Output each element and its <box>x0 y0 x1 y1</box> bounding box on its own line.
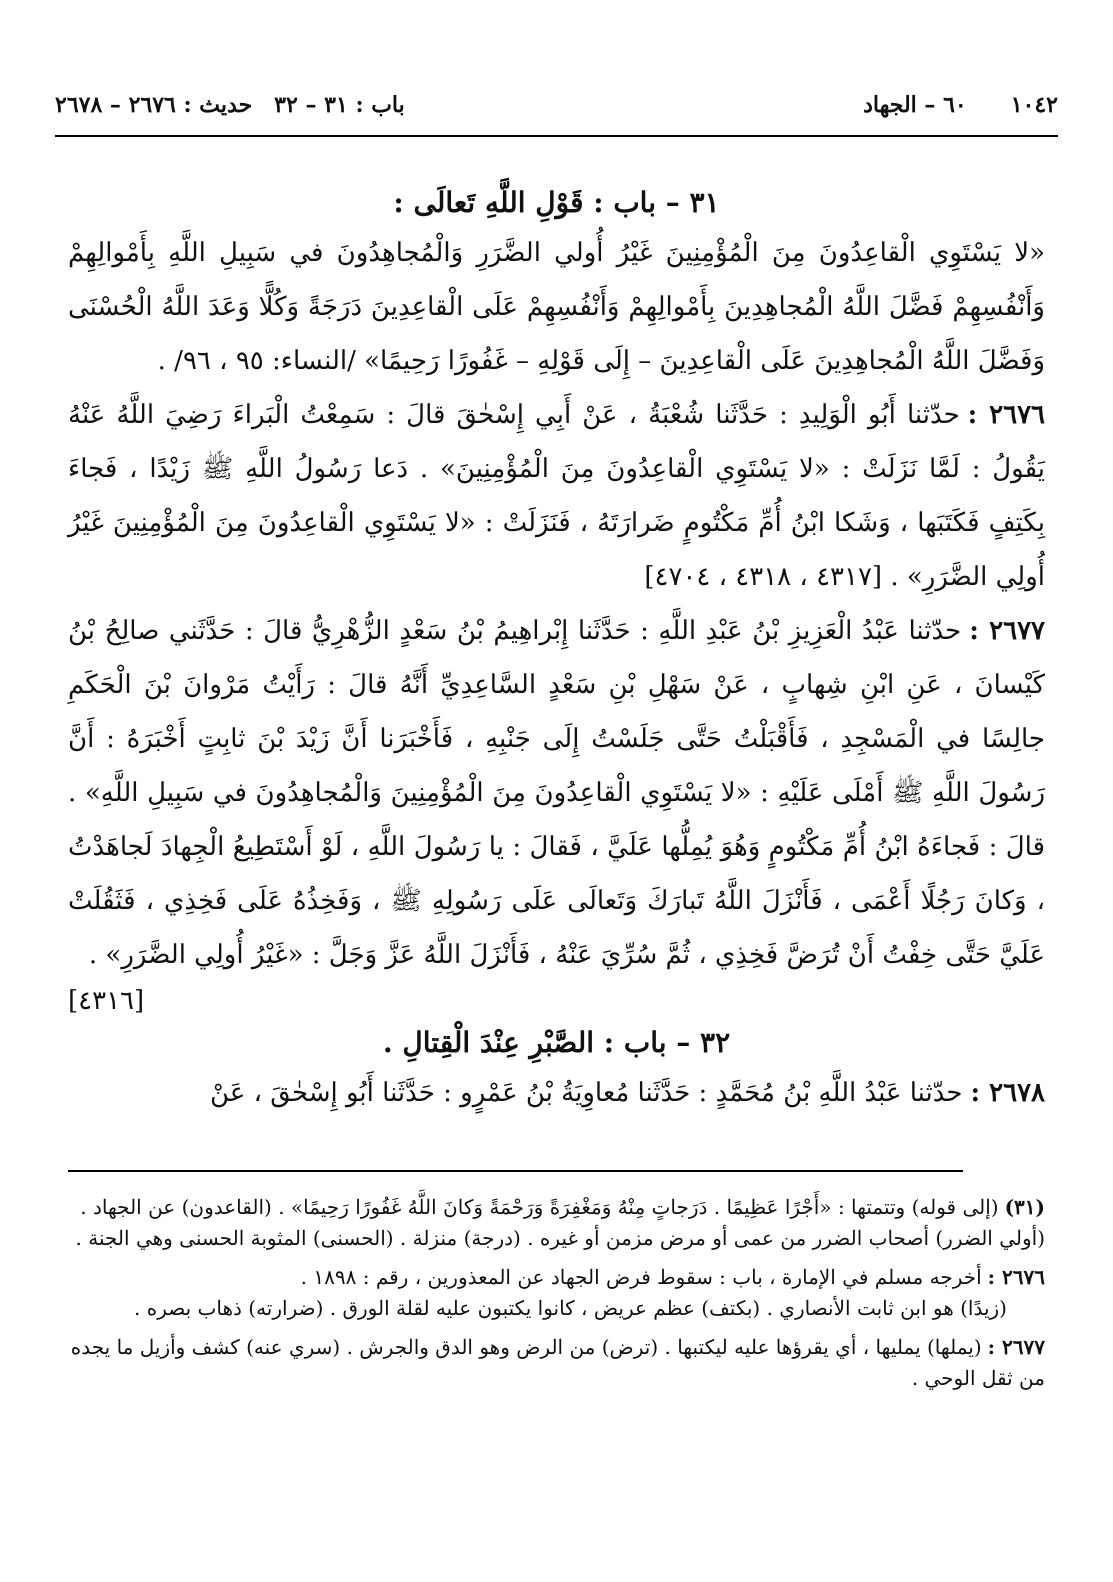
hadith-number: ٢٦٧٧ : <box>969 616 1045 646</box>
page-number: ١٠٤٢ <box>1010 92 1058 118</box>
footnote-number: ٢٦٧٦ : <box>987 1265 1045 1289</box>
hadith-number: ٢٦٧٨ : <box>970 1078 1045 1108</box>
footnote-subtext: (زيدًا) هو ابن ثابت الأنصاري . (بكتف) عظم عريض ، كانوا يكتبون عليه لقلة الورق . (ضرارته) ذهاب بصره . <box>134 1296 1007 1320</box>
footnote-31 <box>68 1192 1045 1254</box>
footnote-number: (٣١) <box>1004 1195 1045 1219</box>
hadith-2678 <box>68 1066 1045 1120</box>
chapter-31-title: ٣١ – باب : قَوْلِ اللَّهِ تَعالَى : <box>393 186 720 219</box>
footnote-2677 <box>68 1332 1045 1394</box>
hadith-2677 <box>68 604 1045 982</box>
hadith-text: حدّثنا أَبُو الْوَلِيدِ : حَدَّثَنا شُعْبَةُ ، عَنْ أَبِي إِسْحٰقَ قالَ : سَمِعْتُ الْبَراءَ رَضِيَ اللَّهُ عَنْهُ يَقُولُ : لَمَّا نَزَلَتْ : «لا يَسْتَوِي الْقاعِدُونَ مِنَ الْمُؤْمِنِينَ» . دَعا رَسُولُ اللَّهِ ﷺ زَيْدًا ، فَجاءَ بِكَتِفٍ فَكَتَبَها ، وَشَكا ابْنُ أُمِّ مَكْتُومٍ ضَرارَتَهُ ، فَنَزَلَتْ : «لا يَسْتَوِي الْقاعِدُونَ مِنَ الْمُؤْمِنِينَ غَيْرُ أُولِي الضَّرَرِ» . [٤٣١٧ ، ٤٣١٨ ، ٤٧٠٤] <box>68 400 1045 592</box>
book-title: ٦٠ – الجهاد <box>863 92 967 118</box>
chapter-32-title: ٣٢ – باب : الصَّبْرِ عِنْدَ الْقِتالِ . <box>382 1026 731 1059</box>
hadith-2676 <box>68 388 1045 604</box>
footnote-2676 <box>68 1262 1045 1324</box>
footnote-text: أخرجه مسلم في الإمارة ، باب : سقوط فرض الجهاد عن المعذورين ، رقم : ١٨٩٨ . <box>300 1265 982 1289</box>
hadith-range: حديث : ٢٦٧٦ – ٢٦٧٨ <box>55 92 253 118</box>
hadith-text: حدّثنا عَبْدُ الْعَزِيزِ بْنُ عَبْدِ اللَّهِ : حَدَّثَنا إِبْراهِيمُ بْنُ سَعْدٍ الزُّهْرِيُّ قالَ : حَدَّثَني صالِحُ بْنُ كَيْسانَ ، عَنِ ابْنِ شِهابٍ ، عَنْ سَهْلِ بْنِ سَعْدٍ السَّاعِدِيِّ أَنَّهُ قالَ : رَأَيْتُ مَرْوانَ بْنَ الْحَكَمِ جالِسًا في الْمَسْجِدِ ، فَأَقْبَلْتُ حَتَّى جَلَسْتُ إِلَى جَنْبِهِ ، فَأَخْبَرَنا أَنَّ زَيْدَ بْنَ ثابِتٍ أَخْبَرَهُ : أَنَّ رَسُولَ اللَّهِ ﷺ أَمْلَى عَلَيْهِ : «لا يَسْتَوِي الْقاعِدُونَ مِنَ الْمُؤْمِنِينَ وَالْمُجاهِدُونَ في سَبِيلِ اللَّهِ» . قالَ : فَجاءَهُ ابْنُ أُمِّ مَكْتُومٍ وَهُوَ يُمِلُّها عَلَيَّ ، فَقالَ : يا رَسُولَ اللَّهِ ، لَوْ أَسْتَطِيعُ الْجِهادَ لَجاهَدْتُ ، وَكانَ رَجُلًا أَعْمَى ، فَأَنْزَلَ اللَّهُ تَبارَكَ وَتَعالَى عَلَى رَسُولِهِ ﷺ ، وَفَخِذُهُ عَلَى فَخِذِي ، فَثَقُلَتْ عَلَيَّ حَتَّى خِفْتُ أَنْ تُرَضَّ فَخِذِي ، ثُمَّ سُرِّيَ عَنْهُ ، فَأَنْزَلَ اللَّهُ عَزَّ وَجَلَّ : «غَيْرُ أُولِي الضَّرَرِ» . <box>68 616 1045 970</box>
page-header <box>55 88 1058 122</box>
header-left-group <box>55 92 405 118</box>
footnote-text: (إلى قوله) وتتمتها : «أَجْرًا عَظِيمًا . دَرَجاتٍ مِنْهُ وَمَغْفِرَةً وَرَحْمَةً وَكانَ اللَّهُ غَفُورًا رَحِيمًا» . (القاعدون) عن الجهاد . (أولي الضرر) أصحاب الضرر من عمى أو مرض مزمن أو غيره . (درجة) منزلة . (الحسنى) المثوبة الحسنى وهي الجنة . <box>75 1195 1045 1250</box>
main-text <box>68 180 1045 1120</box>
footnote-rule <box>68 1170 963 1172</box>
footnote-number: ٢٦٧٧ : <box>987 1335 1045 1359</box>
footnote-text: (يملها) يمليها ، أي يقرؤها عليه ليكتبها . (ترض) من الرض وهو الدق والجرش . (سري عنه) كشف وأزيل ما يجده من ثقل الوحي . <box>70 1335 1045 1390</box>
hadith-text: حدّثنا عَبْدُ اللَّهِ بْنُ مُحَمَّدٍ : حَدَّثَنا مُعاوِيَةُ بْنُ عَمْرٍو : حَدَّثَنا أَبُو إِسْحٰقَ ، عَنْ <box>210 1078 963 1108</box>
hadith-2677-refs: [٤٣١٦] <box>68 986 145 1016</box>
footnotes <box>68 1192 1045 1402</box>
hadith-number: ٢٦٧٦ : <box>967 400 1045 430</box>
chapter-31-verse: «لا يَسْتَوِي الْقاعِدُونَ مِنَ الْمُؤْمِنِينَ غَيْرُ أُولي الضَّرَرِ وَالْمُجاهِدُونَ في سَبِيلِ اللَّهِ بِأَمْوالِهِمْ وَأَنْفُسِهِمْ فَضَّلَ اللَّهُ الْمُجاهِدِينَ بِأَمْوالِهِمْ وَأَنْفُسِهِمْ عَلَى الْقاعِدِينَ دَرَجَةً وَكُلًّا وَعَدَ اللَّهُ الْحُسْنَى وَفَضَّلَ اللَّهُ الْمُجاهِدِينَ عَلَى الْقاعِدِينَ – إِلَى قَوْلِهِ – غَفُورًا رَحِيمًا» /النساء: ٩٥ ، ٩٦/ . <box>68 238 1045 376</box>
header-rule <box>55 135 1058 137</box>
bab-range: باب : ٣١ – ٣٢ <box>274 92 405 118</box>
header-right-group <box>863 92 1058 118</box>
